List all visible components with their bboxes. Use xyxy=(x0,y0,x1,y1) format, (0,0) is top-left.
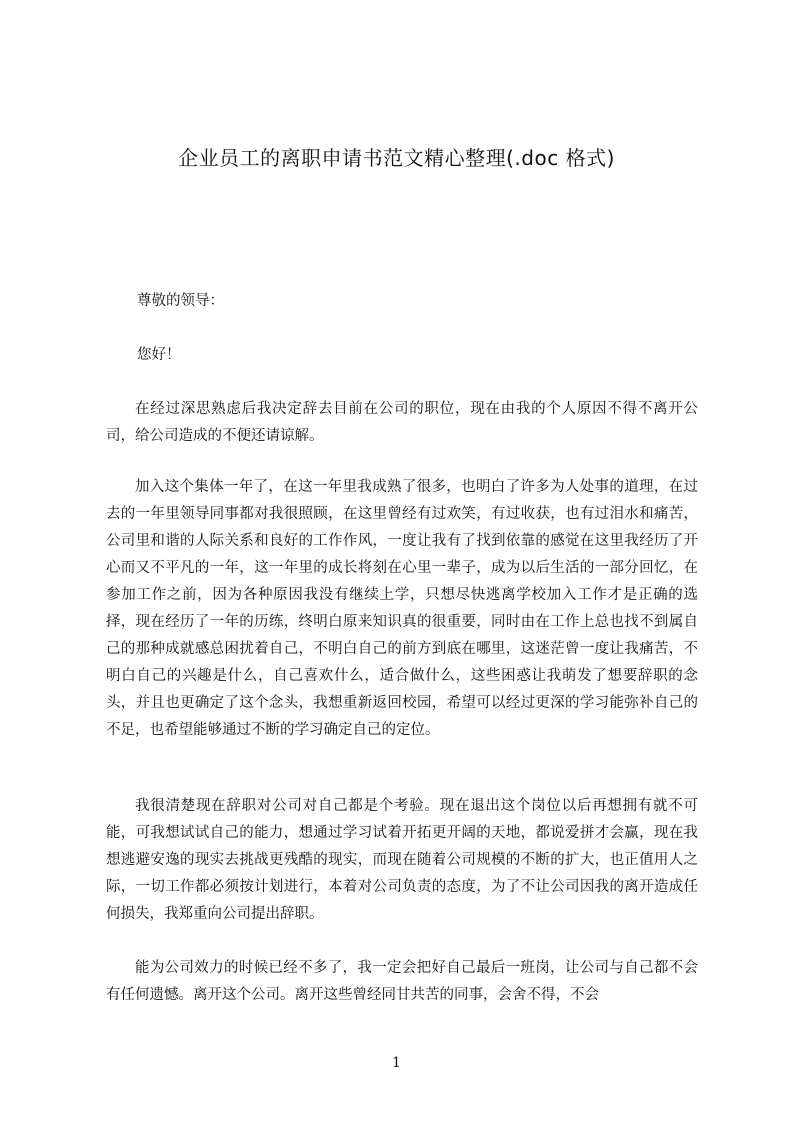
page-number: 1 xyxy=(392,1055,401,1071)
paragraph-4-text: 能为公司效力的时候已经不多了，我一定会把好自己最后一班岗，让公司与自己都不会有任何遗憾。离开这个公司。离开这些曾经同甘共苦的同事，会舍不得，不会 xyxy=(106,960,698,1003)
greeting: 您好！ xyxy=(137,347,181,363)
paragraph-2 xyxy=(106,474,698,744)
paragraph-2-text: 加入这个集体一年了，在这一年里我成熟了很多，也明白了许多为人处事的道理，在过去的一年里领导同事都对我很照顾，在这里曾经有过欢笑，有过收获，也有过泪水和痛苦，公司里和谐的人际关系和良好的工作作风，一度让我有了找到依靠的感觉在这里我经历了开心而又不平凡的一年，这一年里的成长将刻在心里一辈子，成为以后生活的一部分回忆，在参加工作之前，因为各种原因我没有继续上学，只想尽快逃离学校加入工作才是正确的选择，现在经历了一年的历练，终明白原来知识真的很重要，同时由在工作上总也找不到属自己的那种成就感总困扰着自己，不明白自己的前方到底在哪里，这迷茫曾一度让我痛苦，不明白自己的兴趣是什么，自己喜欢什么，适合做什么，这些困惑让我萌发了想要辞职的念头，并且也更确定了这个念头，我想重新返回校园，希望可以经过更深的学习能弥补自己的不足，也希望能够通过不断的学习确定自己的定位。 xyxy=(106,479,698,738)
paragraph-4 xyxy=(106,955,698,1009)
paragraph-1-text: 在经过深思熟虑后我决定辞去目前在公司的职位，现在由我的个人原因不得不离开公司，给公司造成的不便还请谅解。 xyxy=(106,401,698,444)
salutation: 尊敬的领导： xyxy=(137,293,224,309)
document-title: 企业员工的离职申请书范文精心整理(.doc 格式) xyxy=(178,146,615,170)
paragraph-3-text: 我很清楚现在辞职对公司对自己都是个考验。现在退出这个岗位以后再想拥有就不可能，可我想试试自己的能力，想通过学习试着开拓更开阔的天地，都说爱拼才会赢，现在我想逃避安逸的现实去挑战更残酷的现实，而现在随着公司规模的不断的扩大，也正值用人之际，一切工作都必须按计划进行，本着对公司负责的态度，为了不让公司因我的离开造成任何损失，我郑重向公司提出辞职。 xyxy=(106,798,698,922)
paragraph-1 xyxy=(106,396,698,450)
paragraph-3 xyxy=(106,793,698,928)
